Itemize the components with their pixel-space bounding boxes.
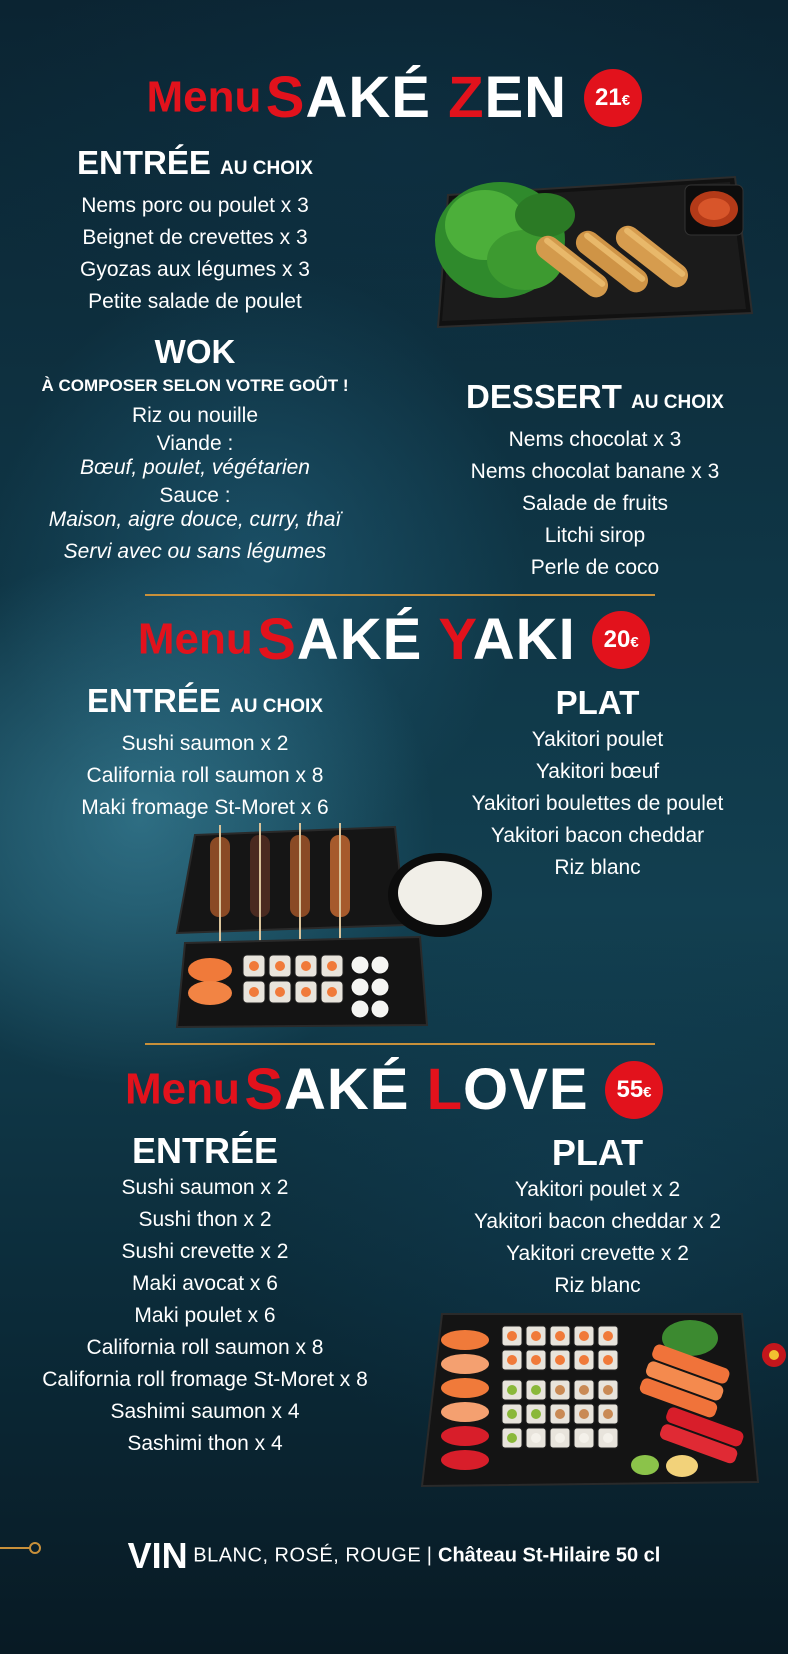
list-item: Sauce : (159, 484, 231, 507)
list-item: Nems chocolat banane x 3 (470, 460, 720, 483)
list-item: Maison, aigre douce, curry, thaï (48, 508, 342, 531)
list-item: Sushi crevette x 2 (121, 1240, 289, 1263)
list-item: Sashimi thon x 4 (127, 1432, 283, 1455)
wine-title: VIN (127, 1535, 188, 1576)
list-item: Beignet de crevettes x 3 (82, 226, 308, 249)
list-item: Sushi thon x 2 (138, 1208, 272, 1231)
section-heading: ENTRÉE AU CHOIX (77, 144, 313, 181)
wine-separator: | (426, 1544, 433, 1567)
plat-section-love (430, 1132, 765, 1302)
list-item: Nems chocolat x 3 (508, 428, 682, 451)
list-item: Riz ou nouille (131, 404, 259, 427)
menu-word: Menu (137, 614, 253, 664)
list-item: Yakitori bacon cheddar (490, 824, 705, 847)
list-item: Nems porc ou poulet x 3 (81, 194, 309, 217)
list-item: Yakitori bœuf (535, 760, 660, 783)
list-item: Yakitori poulet x 2 (514, 1178, 681, 1201)
yakitori-sushi-image (165, 815, 505, 1035)
menu-name: SAKÉ LOVE (244, 1057, 589, 1122)
price-badge: 20€ (592, 611, 650, 669)
nems-plate-image (430, 165, 755, 335)
section-heading: ENTRÉE AU CHOIX (87, 682, 323, 719)
section-heading: DESSERT AU CHOIX (466, 378, 724, 415)
list-item: Bœuf, poulet, végétarien (80, 456, 310, 479)
menu-word: Menu (146, 72, 262, 122)
section-divider (145, 594, 655, 596)
flower-decoration-icon (760, 1335, 788, 1375)
menu-title-sake-love (0, 1056, 788, 1123)
list-item: Litchi sirop (544, 524, 646, 547)
list-item: Petite salade de poulet (88, 290, 302, 313)
list-item: Yakitori boulettes de poulet (471, 792, 724, 815)
list-item: California roll saumon x 8 (86, 764, 324, 787)
price-badge: 21€ (584, 69, 642, 127)
list-item: Salade de fruits (522, 492, 668, 515)
list-item: Perle de coco (530, 556, 660, 579)
list-item: Maki avocat x 6 (132, 1272, 278, 1295)
menu-title-sake-yaki (0, 606, 788, 673)
section-heading: PLAT (555, 684, 640, 721)
menu-word: Menu (125, 1064, 240, 1114)
wok-section (10, 332, 380, 564)
list-item: Yakitori poulet (531, 728, 664, 751)
list-item: Yakitori crevette x 2 (506, 1242, 689, 1265)
menu-name: SAKÉ ZEN (265, 65, 568, 130)
list-item: Viande : (156, 432, 234, 455)
wine-detail: Château St-Hilaire 50 cl (438, 1544, 661, 1567)
menu-title-sake-zen (0, 64, 788, 131)
wine-line (0, 1535, 788, 1577)
dessert-section-zen (420, 376, 770, 584)
entree-section-love (15, 1130, 395, 1460)
section-subheading: À COMPOSER SELON VOTRE GOÛT ! (41, 376, 349, 395)
entree-section-zen (20, 142, 370, 318)
list-item: Servi avec ou sans légumes (63, 540, 327, 563)
list-item: Sushi saumon x 2 (121, 732, 289, 755)
list-item: California roll saumon x 8 (86, 1336, 324, 1359)
section-heading: ENTRÉE (131, 1130, 279, 1171)
list-item: California roll fromage St-Moret x 8 (42, 1368, 368, 1391)
section-divider (145, 1043, 655, 1045)
list-item: Gyozas aux légumes x 3 (80, 258, 310, 281)
list-item: Yakitori bacon cheddar x 2 (473, 1210, 722, 1233)
section-heading: WOK (154, 333, 236, 370)
list-item: Sashimi saumon x 4 (110, 1400, 300, 1423)
menu-name: SAKÉ YAKI (257, 607, 576, 672)
list-item: Maki fromage St-Moret x 6 (81, 796, 329, 819)
list-item: Maki poulet x 6 (134, 1304, 276, 1327)
section-heading: PLAT (551, 1132, 644, 1173)
price-badge: 55€ (605, 1061, 663, 1119)
list-item: Riz blanc (554, 1274, 641, 1297)
entree-section-yaki (30, 680, 380, 824)
list-item: Riz blanc (554, 856, 641, 879)
list-item: Sushi saumon x 2 (121, 1176, 289, 1199)
sushi-platter-image (420, 1310, 760, 1490)
wine-types: BLANC, ROSÉ, ROUGE (193, 1544, 422, 1567)
